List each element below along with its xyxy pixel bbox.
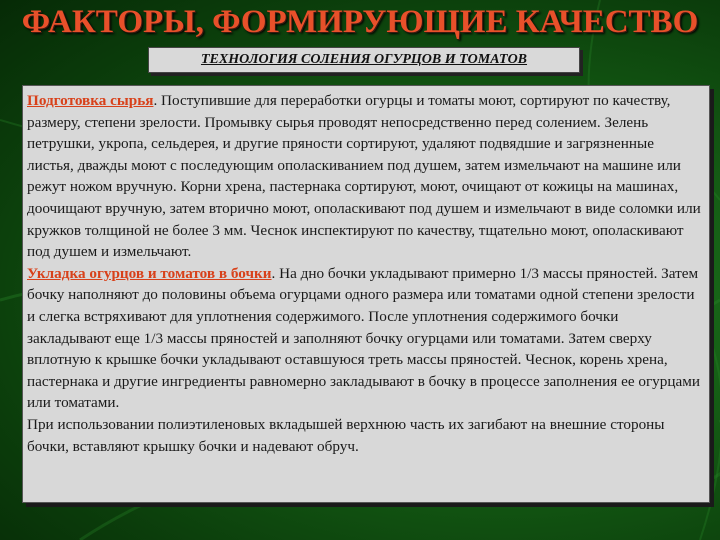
subtitle-box	[148, 47, 580, 73]
paragraph-raw-material-preparation	[27, 90, 703, 263]
heading-barrel-packing: Укладка огурцов и томатов в бочки	[27, 264, 272, 282]
slide-subtitle: ТЕХНОЛОГИЯ СОЛЕНИЯ ОГУРЦОВ И ТОМАТОВ	[200, 52, 528, 67]
heading-raw-material-preparation: Подготовка сырья	[27, 92, 154, 109]
paragraph-barrel-packing	[27, 263, 703, 414]
text-barrel-packing: . На дно бочки укладывают примерно 1/3 массы пряностей. Затем бочку наполняют до половины объема огурцами одного размера или томатами одной степени зрелости и слегка встряхивают для уплотнения содержимого. После уплотнения содержимого бочки закладывают еще 1/3 массы пряностей и заполняют бочку огурцами или томатами. Затем сверху вплотную к крышке бочки укладывают оставшуюся треть массы пряностей. Чеснок, корень хрена, пастернака и другие ингредиенты равномерно закладывают в бочку в процессе заполнения ее огурцами или томатами.	[27, 264, 700, 412]
content-box	[22, 85, 710, 503]
content-text	[27, 90, 703, 457]
slide-title: ФАКТОРЫ, ФОРМИРУЮЩИЕ КАЧЕСТВО	[21, 4, 699, 40]
text-raw-material-preparation: . Поступившие для переработки огурцы и томаты моют, сортируют по качеству, размеру, степени зрелости. Промывку сырья проводят непосредственно перед солением. Зелень петрушки, укропа, сельдерея, и другие пряности сортируют, удаляют подвядшие и загрязненные листья, дважды моют с последующим ополаскиванием под душем, затем измельчают на машине или режут ножом вручную. Корни хрена, пастернака сортируют, моют, очищают от кожицы на машинах, доочищают вручную, затем вторично моют, ополаскивают под душем и измельчают в виде соломки или кружков толщиной не более 3 мм. Чеснок инспектируют по качеству, тщательно моют, ополаскивают под душем и измельчают.	[27, 92, 701, 261]
text-liners: При использовании полиэтиленовых вкладышей верхнюю часть их загибают на внешние стороны бочки, вставляют крышку бочки и надевают обруч.	[27, 415, 665, 455]
paragraph-liners	[27, 414, 703, 457]
